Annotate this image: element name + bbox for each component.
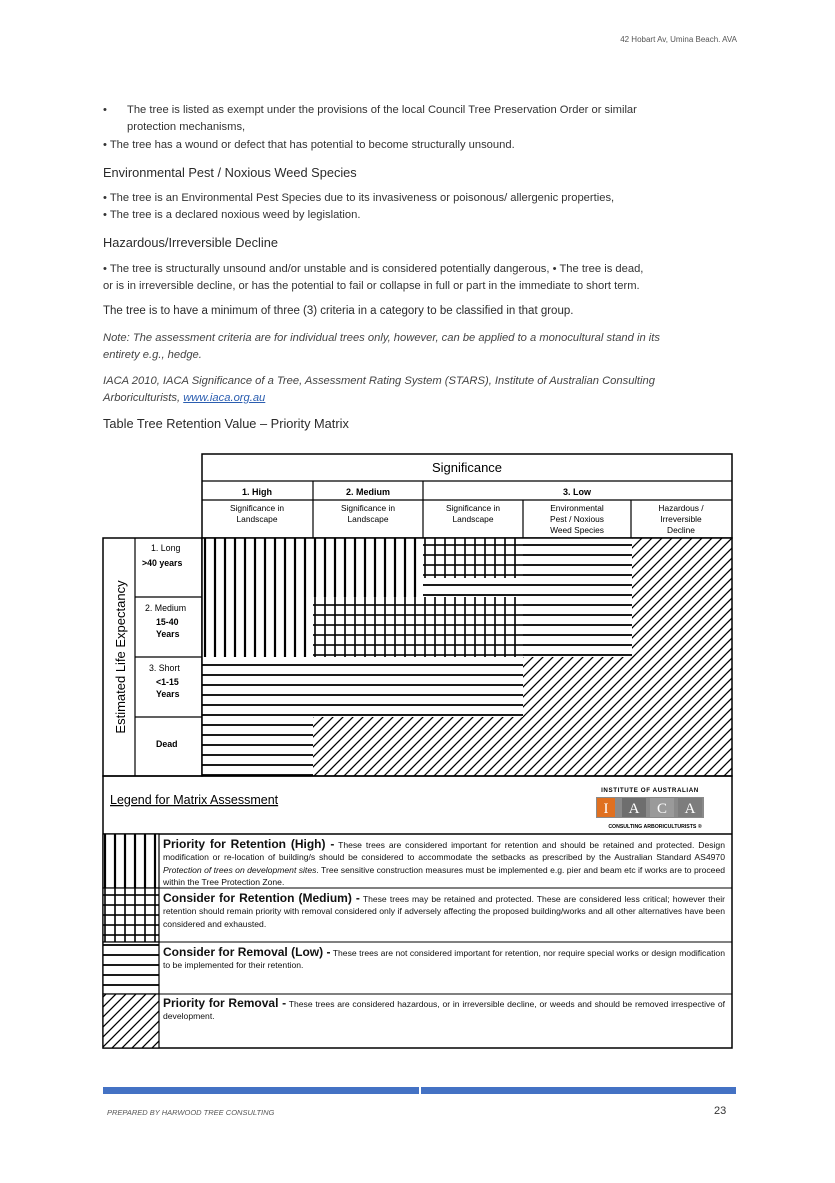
- group-high: 1. High: [241, 487, 273, 497]
- legend-item-priority-removal: Priority for Removal - These trees are considered hazardous, or in irreversible decline, or weeds and should be removed irrespective of development.: [163, 996, 726, 1022]
- header-address: 42 Hobart Av, Umina Beach. AVA: [620, 35, 737, 44]
- table-title: Table Tree Retention Value – Priority Matrix: [103, 416, 349, 431]
- group-medium: 2. Medium: [345, 487, 391, 497]
- row-medium-range: 15-40: [156, 617, 179, 627]
- page-number: 23: [714, 1105, 727, 1117]
- zone-consider-retention-low: [423, 538, 523, 578]
- swatch-priority-removal: [103, 994, 159, 1048]
- legend-title-medium: Consider for Retention (Medium) -: [163, 891, 360, 905]
- col-pest-label-2: Pest / Noxious: [550, 514, 604, 524]
- col-low-label-1: Significance in: [445, 503, 501, 513]
- criteria-line: The tree is to have a minimum of three (3) criteria in a category to be classified in that group.: [103, 305, 574, 317]
- pest-bullet-2: • The tree is a declared noxious weed by legislation.: [103, 209, 361, 221]
- row-medium-label: 2. Medium: [145, 603, 187, 613]
- life-expectancy-axis: Estimated Life Expectancy: [113, 580, 128, 734]
- bullet-wound: • The tree has a wound or defect that has potential to become structurally unsound.: [103, 139, 515, 151]
- row-long-label: 1. Long: [151, 543, 181, 553]
- heading-hazard: Hazardous/Irreversible Decline: [103, 235, 278, 250]
- swatch-consider-removal: [103, 942, 159, 994]
- bullet-dot: •: [103, 104, 107, 116]
- swatch-retention-high: [103, 834, 159, 888]
- iaca-logo: [596, 787, 704, 830]
- col-pest-label-3: Weed Species: [550, 525, 604, 535]
- svg-text:A: A: [628, 801, 640, 817]
- svg-text:I: I: [603, 801, 609, 817]
- svg-text:A: A: [684, 801, 696, 817]
- legend-item-retention-medium: Consider for Retention (Medium) - These trees may be retained and protected. These are considered less critical; however their retention should remain priority with removal considered only if adversely affecting the proposed building/works and all other alternatives have been considered and exhausted.: [163, 891, 725, 929]
- legend-item-retention-high: Priority for Retention (High) - These trees are considered important for retention and should be retained and protected. Design modification or re-location of building/s should be considered to accommodate the setbacks as prescribed by the Australian Standard AS4970 Protection of trees on development sites. Tree sensitive construction measures must be implemented e.g. pier and beam etc if works are to proceed within the Tree Protection Zone.: [163, 837, 725, 887]
- col-high-label-2: Landscape: [236, 514, 278, 524]
- svg-text:CONSULTING ARBORICULTURISTS ®: CONSULTING ARBORICULTURISTS ®: [608, 824, 702, 830]
- col-hazard-label-1: Hazardous /: [658, 503, 704, 513]
- pest-bullet-1: • The tree is an Environmental Pest Species due to its invasiveness or poisonous/ allergenic properties,: [103, 192, 615, 204]
- zone-retention-high-b: [313, 538, 423, 597]
- hazard-line-2: or is in irreversible decline, or has the potential to fail or collapse in full or part in the immediate to short term.: [103, 280, 640, 292]
- svg-text:INSTITUTE OF AUSTRALIAN: INSTITUTE OF AUSTRALIAN: [601, 787, 699, 794]
- zone-consider-retention-medium: [313, 597, 523, 657]
- significance-title: Significance: [431, 460, 503, 475]
- footer-bar: [103, 1087, 736, 1094]
- legend-title-high: Priority for Retention (High) -: [163, 837, 335, 851]
- hazard-line-1: • The tree is structurally unsound and/or unstable and is considered potentially dangerous, • The tree is dead,: [103, 263, 644, 275]
- row-medium-years: Years: [156, 629, 180, 639]
- bullet-exempt-line1: The tree is listed as exempt under the provisions of the local Council Tree Preservation Order or similar: [127, 104, 637, 116]
- col-hazard-label-3: Decline: [667, 525, 695, 535]
- col-high-label-1: Significance in: [229, 503, 285, 513]
- bullet-exempt-line2: protection mechanisms,: [127, 121, 246, 133]
- col-medium-label-2: Landscape: [347, 514, 389, 524]
- col-hazard-label-2: Irreversible: [660, 514, 702, 524]
- legend-title-low: Consider for Removal (Low) -: [163, 945, 331, 959]
- row-short-label: 3. Short: [149, 663, 180, 673]
- row-short-range: <1-15: [156, 677, 179, 687]
- legend-item-consider-removal: Consider for Removal (Low) - These trees are not considered important for retention, nor require special works or design modification to be implemented for their retention.: [163, 945, 725, 971]
- row-long-years: >40 years: [142, 558, 183, 568]
- legend-title: Legend for Matrix Assessment: [110, 793, 279, 807]
- reference-line-1: IACA 2010, IACA Significance of a Tree, Assessment Rating System (STARS), Institute of Australian Consulting: [103, 375, 655, 387]
- heading-pest: Environmental Pest / Noxious Weed Species: [103, 165, 357, 180]
- reference-text: Arboriculturists,: [103, 392, 184, 404]
- note-line-2: entirety e.g., hedge.: [103, 349, 202, 361]
- footer-prepared-by: PREPARED BY HARWOOD TREE CONSULTING: [107, 1108, 275, 1117]
- row-dead-label: Dead: [156, 739, 178, 749]
- col-low-label-2: Landscape: [452, 514, 494, 524]
- iaca-link[interactable]: www.iaca.org.au: [183, 392, 266, 404]
- legend-title-removal: Priority for Removal -: [163, 996, 287, 1010]
- swatch-retention-medium: [103, 888, 159, 942]
- col-pest-label-1: Environmental: [550, 503, 604, 513]
- matrix-body: [202, 538, 732, 776]
- zone-retention-high-a: [202, 538, 313, 657]
- col-medium-label-1: Significance in: [340, 503, 396, 513]
- note-line-1: Note: The assessment criteria are for individual trees only, however, can be applied to a monocultural stand in its: [103, 332, 660, 344]
- group-low: 3. Low: [562, 487, 592, 497]
- row-short-years: Years: [156, 689, 180, 699]
- svg-text:C: C: [656, 801, 668, 817]
